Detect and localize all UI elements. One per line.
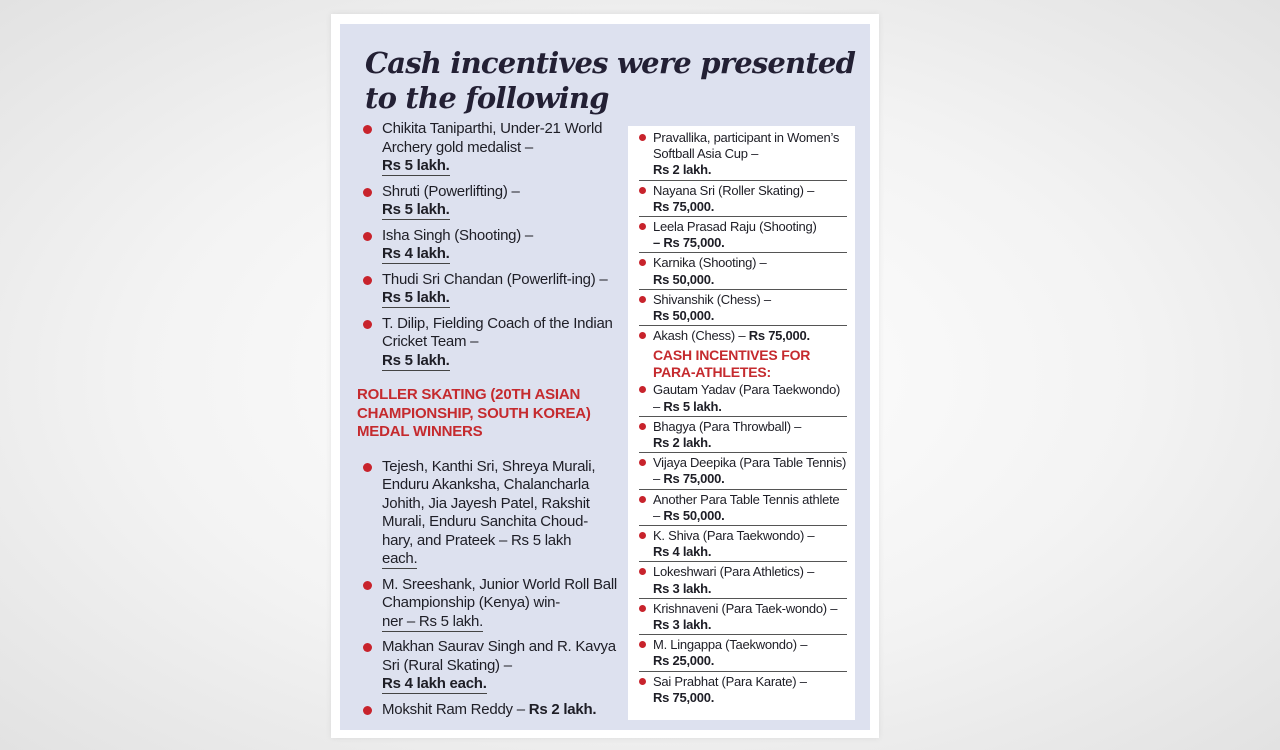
- list-item: [639, 292, 847, 326]
- title-line-2: to the following: [365, 81, 609, 115]
- bullet-icon: [639, 678, 646, 685]
- left-column: [357, 120, 617, 726]
- list-item: [357, 120, 617, 176]
- award-amount: Rs 5 lakh.: [382, 289, 450, 306]
- list-item: [639, 455, 847, 489]
- list-item: [639, 492, 847, 526]
- award-amount: Rs 75,000.: [653, 689, 715, 705]
- awardee-text: Chikita Taniparthi, Under-21 World Archery gold medalist –: [382, 120, 603, 156]
- bullet-icon: [639, 423, 646, 430]
- list-item: [639, 637, 847, 671]
- award-amount: Rs 2 lakh.: [653, 162, 712, 178]
- awardee-text: Pravallika, participant in Women’s Softball Asia Cup –: [653, 130, 840, 162]
- list-item: [357, 458, 617, 569]
- bullet-icon: [639, 532, 646, 539]
- list-item: [639, 601, 847, 635]
- awardee-text: Shivanshik (Chess) –: [653, 291, 771, 307]
- bullet-icon: [363, 581, 372, 590]
- award-amount: Rs 4 lakh.: [653, 544, 712, 560]
- bullet-icon: [639, 386, 646, 393]
- awardee-text: Mokshit Ram Reddy –: [382, 700, 525, 718]
- para-athletes-list: [639, 382, 847, 707]
- award-amount: Rs 50,000.: [653, 271, 715, 287]
- heading-line: CASH INCENTIVES FOR: [653, 347, 811, 364]
- awardee-text: Another Para Table Tennis athlete –: [653, 491, 840, 523]
- award-amount: Rs 4 lakh.: [382, 245, 450, 262]
- list-item: [357, 183, 617, 220]
- page-title: [365, 46, 855, 116]
- roller-skating-list: [357, 458, 617, 720]
- awardee-list-secondary: [639, 130, 847, 345]
- bullet-icon: [639, 605, 646, 612]
- bullet-icon: [639, 296, 646, 303]
- award-amount: Rs 5 lakh.: [382, 201, 450, 218]
- list-item: [357, 315, 617, 371]
- list-item: [639, 130, 847, 181]
- award-amount: Rs 3 lakh.: [653, 617, 712, 633]
- bullet-icon: [639, 459, 646, 466]
- awardee-text: M. Lingappa (Taekwondo) –: [653, 637, 808, 653]
- awardee-text: Tejesh, Kanthi Sri, Shreya Murali, Enduru Akanksha, Chalancharla Johith, Jia Jayesh Patel, Rakshit Murali, Enduru Sanchita Choud-hary, and Prateek – Rs 5 lakh: [382, 457, 596, 549]
- para-athletes-heading: [653, 347, 847, 380]
- title-line-1: Cash incentives were presented: [365, 46, 856, 80]
- awardee-text: Thudi Sri Chandan (Powerlift-ing) –: [382, 270, 608, 288]
- bullet-icon: [363, 463, 372, 472]
- heading-line: MEDAL WINNERS: [357, 423, 483, 440]
- award-amount: Rs 4 lakh each.: [382, 675, 487, 692]
- awardee-text: Nayana Sri (Roller Skating) –: [653, 182, 815, 198]
- awardee-text: Makhan Saurav Singh and R. Kavya Sri (Rural Skating) –: [382, 638, 616, 674]
- award-amount: Rs 5 lakh.: [382, 157, 450, 174]
- awardee-text: Bhagya (Para Throwball) –: [653, 418, 802, 434]
- award-amount: Rs 2 lakh.: [528, 700, 597, 718]
- award-amount: Rs 5 lakh.: [663, 398, 722, 414]
- award-amount: Rs 2 lakh.: [653, 435, 712, 451]
- award-amount: – Rs 75,000.: [653, 235, 725, 251]
- award-amount: Rs 75,000.: [748, 328, 810, 344]
- awardee-text: Isha Singh (Shooting) –: [382, 226, 534, 244]
- bullet-icon: [639, 496, 646, 503]
- award-amount: Rs 25,000.: [653, 653, 715, 669]
- bullet-icon: [363, 706, 372, 715]
- list-item: [357, 638, 617, 694]
- award-amount: ner – Rs 5 lakh.: [382, 612, 484, 630]
- list-item: [639, 183, 847, 217]
- list-item: [639, 564, 847, 598]
- award-amount: each.: [382, 550, 418, 567]
- heading-line: ROLLER SKATING (20TH ASIAN: [357, 386, 581, 403]
- list-item: [639, 255, 847, 289]
- awardee-text: M. Sreeshank, Junior World Roll Ball Championship (Kenya) win-: [382, 575, 617, 611]
- awardee-text: Karnika (Shooting) –: [653, 255, 767, 271]
- award-amount: Rs 75,000.: [663, 471, 725, 487]
- bullet-icon: [363, 276, 372, 285]
- awardee-text: Leela Prasad Raju (Shooting): [653, 219, 817, 235]
- heading-line: CHAMPIONSHIP, SOUTH KOREA): [357, 404, 591, 422]
- awardee-text: Krishnaveni (Para Taek-wondo) –: [653, 600, 838, 616]
- bullet-icon: [639, 641, 646, 648]
- award-amount: Rs 75,000.: [653, 198, 715, 214]
- list-item: [357, 271, 617, 308]
- bullet-icon: [639, 568, 646, 575]
- awardee-text: T. Dilip, Fielding Coach of the Indian Cricket Team –: [382, 314, 613, 350]
- list-item: [639, 419, 847, 453]
- awardee-text: Gautam Yadav (Para Taekwondo) –: [653, 382, 841, 414]
- infographic-card: [331, 14, 879, 738]
- bullet-icon: [363, 232, 372, 241]
- bullet-icon: [639, 134, 646, 141]
- bullet-icon: [363, 643, 372, 652]
- heading-line: PARA-ATHLETES:: [653, 363, 772, 380]
- awardee-text: Vijaya Deepika (Para Table Tennis) –: [653, 455, 847, 487]
- awardee-text: Lokeshwari (Para Athletics) –: [653, 564, 815, 580]
- award-amount: Rs 50,000.: [663, 507, 725, 523]
- awardee-text: Shruti (Powerlifting) –: [382, 182, 520, 200]
- right-column: [628, 126, 855, 720]
- roller-skating-heading: [357, 386, 617, 442]
- award-amount: Rs 3 lakh.: [653, 580, 712, 596]
- list-item: [357, 701, 617, 720]
- list-item: [639, 328, 847, 345]
- list-item: [357, 227, 617, 264]
- infographic-panel: [340, 24, 870, 730]
- bullet-icon: [363, 125, 372, 134]
- bullet-icon: [639, 332, 646, 339]
- bullet-icon: [363, 320, 372, 329]
- award-amount: Rs 5 lakh.: [382, 351, 450, 369]
- list-item: [639, 674, 847, 707]
- list-item: [639, 219, 847, 253]
- bullet-icon: [363, 188, 372, 197]
- awardee-text: K. Shiva (Para Taekwondo) –: [653, 528, 815, 544]
- bullet-icon: [639, 223, 646, 230]
- awardee-text: Sai Prabhat (Para Karate) –: [653, 673, 807, 689]
- bullet-icon: [639, 259, 646, 266]
- award-amount: Rs 50,000.: [653, 308, 715, 324]
- awardee-text: Akash (Chess) –: [653, 328, 746, 344]
- list-item: [357, 576, 617, 632]
- bullet-icon: [639, 187, 646, 194]
- awardee-list-main: [357, 120, 617, 370]
- list-item: [639, 382, 847, 416]
- list-item: [639, 528, 847, 562]
